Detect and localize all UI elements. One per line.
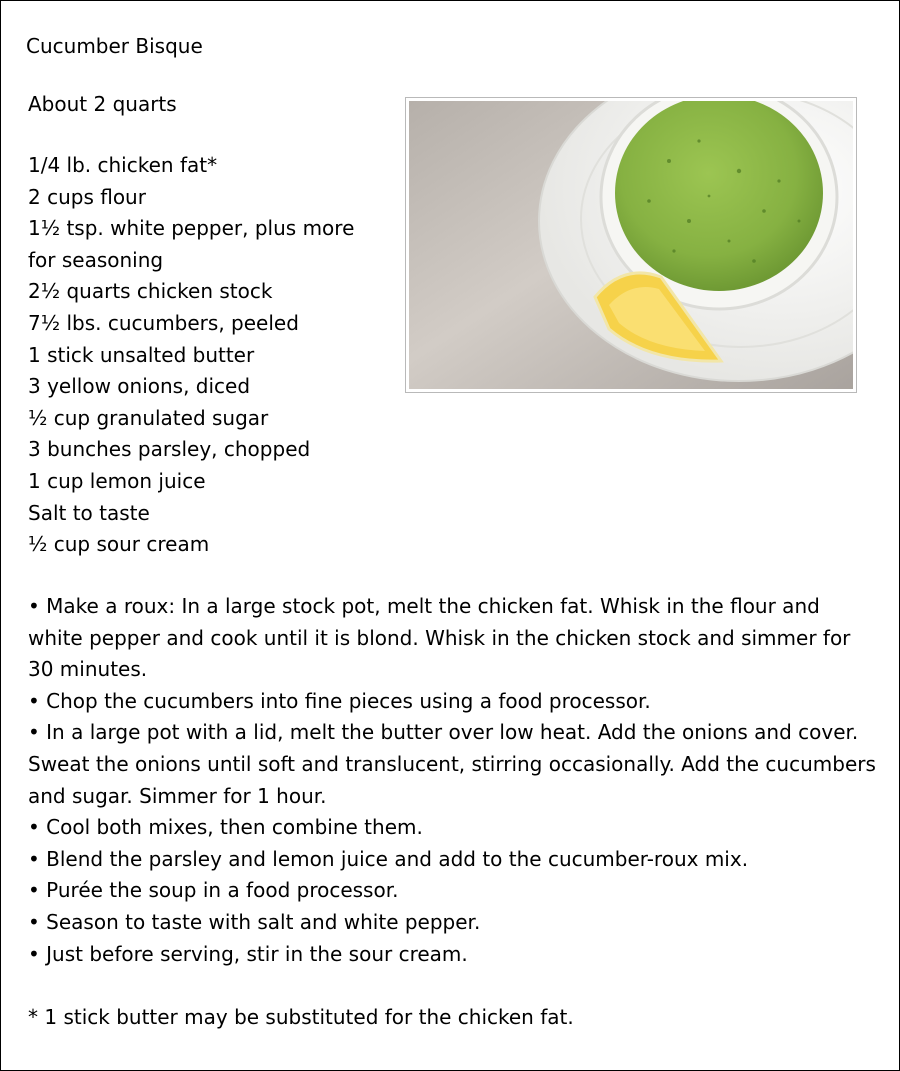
instruction-text: Just before serving, stir in the sour cream. bbox=[46, 941, 468, 966]
ingredient-item: 1 cup lemon juice bbox=[28, 468, 206, 493]
bullet-mark: • bbox=[28, 720, 40, 745]
instruction-text: Season to taste with salt and white pepper. bbox=[46, 909, 481, 934]
bullet-mark: • bbox=[28, 909, 40, 934]
instruction-step bbox=[28, 717, 878, 812]
instruction-list bbox=[28, 591, 878, 970]
ingredient-item: 3 yellow onions, diced bbox=[28, 374, 251, 399]
bullet-mark: • bbox=[28, 846, 40, 871]
instruction-step bbox=[28, 812, 878, 844]
ingredient-item: 1/4 lb. chicken fat* bbox=[28, 153, 218, 177]
soup-bowl-image bbox=[409, 101, 853, 389]
instruction-text: In a large pot with a lid, melt the butter over low heat. Add the onions and cover. Sweat the onions until soft and translucent, stirring occasionally. Add the cucumbers and sugar. Simmer for 1 hour. bbox=[28, 720, 876, 808]
ingredient-item: 2½ quarts chicken stock bbox=[28, 279, 273, 304]
instruction-text: Purée the soup in a food processor. bbox=[46, 878, 399, 903]
recipe-title: Cucumber Bisque bbox=[26, 34, 203, 58]
bullet-mark: • bbox=[28, 594, 40, 618]
instruction-text: Blend the parsley and lemon juice and add to the cucumber-roux mix. bbox=[46, 846, 749, 871]
ingredient-item: 2 cups flour bbox=[28, 184, 146, 209]
bullet-mark: • bbox=[28, 941, 40, 966]
ingredient-item: ½ cup granulated sugar bbox=[28, 405, 269, 430]
instruction-text: Make a roux: In a large stock pot, melt the chicken fat. Whisk in the flour and white pepper and cook until it is blond. Whisk in the chicken stock and simmer for 30 minutes. bbox=[28, 594, 851, 682]
ingredient-item: Salt to taste bbox=[28, 500, 150, 525]
recipe-photo bbox=[405, 97, 857, 393]
instruction-step bbox=[28, 907, 878, 939]
instruction-text: Chop the cucumbers into fine pieces using a food processor. bbox=[46, 688, 651, 713]
bullet-mark: • bbox=[28, 878, 40, 903]
instruction-text: Cool both mixes, then combine them. bbox=[46, 815, 423, 840]
instruction-step bbox=[28, 686, 878, 718]
bullet-mark: • bbox=[28, 688, 40, 713]
ingredient-item: 1½ tsp. white pepper, plus more for seasoning bbox=[28, 216, 355, 272]
ingredient-item: 3 bunches parsley, chopped bbox=[28, 437, 311, 462]
ingredient-item: 1 stick unsalted butter bbox=[28, 342, 255, 367]
instruction-step bbox=[28, 591, 878, 686]
ingredient-item: 7½ lbs. cucumbers, peeled bbox=[28, 310, 299, 335]
instruction-step bbox=[28, 844, 878, 876]
ingredient-list bbox=[28, 150, 388, 561]
ingredient-item: ½ cup sour cream bbox=[28, 532, 210, 557]
recipe-yield: About 2 quarts bbox=[28, 92, 177, 116]
footnote: * 1 stick butter may be substituted for the chicken fat. bbox=[28, 1005, 574, 1029]
bullet-mark: • bbox=[28, 815, 40, 840]
instruction-step bbox=[28, 875, 878, 907]
instruction-step bbox=[28, 939, 878, 971]
